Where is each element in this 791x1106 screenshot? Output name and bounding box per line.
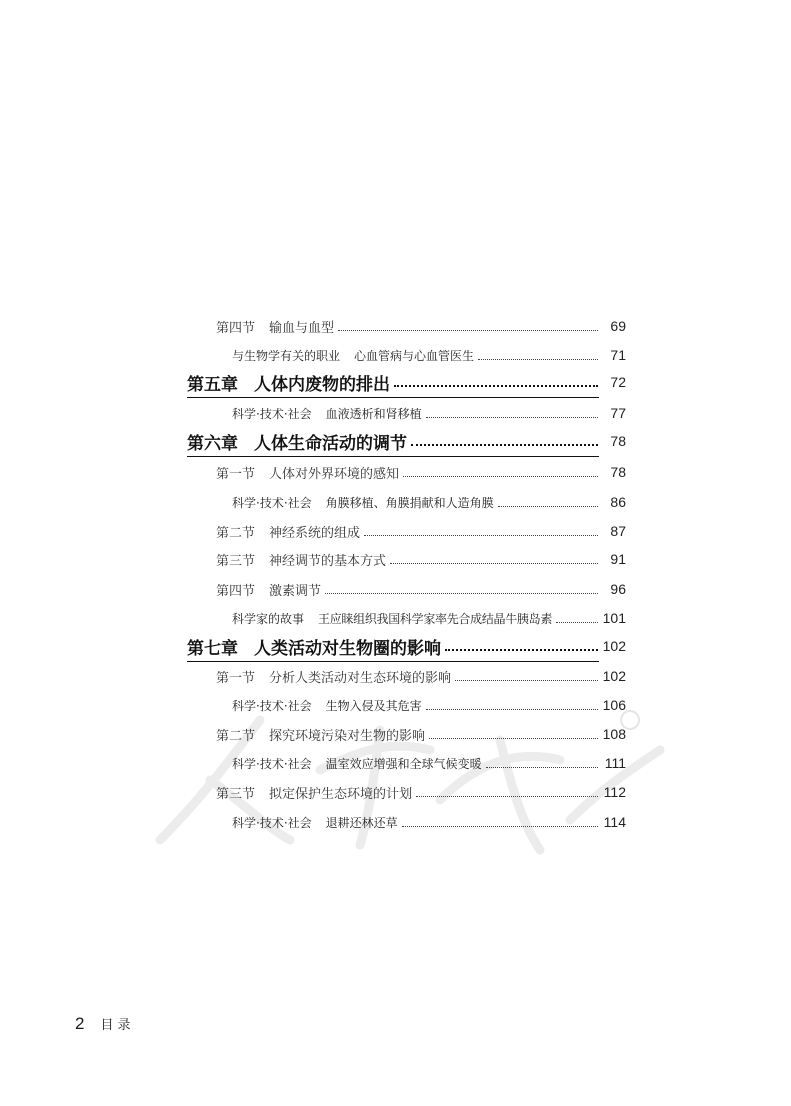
entry-number: 第四节	[216, 583, 256, 599]
dot-leader	[498, 506, 598, 507]
toc-entry[interactable]	[216, 721, 626, 747]
dot-leader	[411, 444, 598, 446]
page-number: 91	[610, 551, 626, 567]
page-number: 77	[610, 405, 626, 421]
page-number: 108	[602, 726, 626, 742]
dot-leader	[402, 826, 598, 827]
chapter-title: 人类活动对生物圈的影响	[254, 638, 441, 659]
page-number: 114	[603, 814, 626, 830]
entry-number: 科学·技术·社会	[232, 406, 312, 421]
entry-title: 心血管病与心血管医生	[354, 348, 475, 363]
page-number: 102	[602, 638, 626, 654]
page-number: 112	[603, 784, 626, 800]
dot-leader	[403, 476, 598, 477]
entry-title: 王应睐组织我国科学家率先合成结晶牛胰岛素	[318, 611, 553, 626]
toc-entry[interactable]	[216, 313, 626, 339]
entry-number: 第三节	[216, 553, 256, 569]
toc-entry[interactable]	[232, 692, 626, 718]
dot-leader	[390, 563, 598, 564]
chapter-number: 第六章	[187, 433, 238, 454]
toc-entry[interactable]	[216, 459, 626, 485]
toc-entry[interactable]	[216, 576, 626, 602]
dot-leader	[556, 622, 598, 623]
chapter-rule	[187, 456, 599, 457]
dot-leader	[325, 593, 598, 594]
page-number: 72	[610, 374, 626, 390]
toc-chapter-entry[interactable]	[187, 428, 626, 454]
entry-number: 第一节	[216, 466, 256, 482]
toc-entry[interactable]	[232, 809, 626, 835]
page-footer	[75, 1014, 134, 1034]
entry-number: 第二节	[216, 728, 256, 744]
entry-title: 分析人类活动对生态环境的影响	[269, 670, 452, 686]
entry-title: 神经调节的基本方式	[269, 553, 387, 569]
dot-leader	[364, 535, 598, 536]
entry-title: 神经系统的组成	[269, 525, 361, 541]
dot-leader	[455, 680, 598, 681]
toc-entry[interactable]	[216, 518, 626, 544]
toc-entry[interactable]	[232, 342, 626, 368]
toc-entry[interactable]	[216, 546, 626, 572]
dot-leader	[445, 649, 598, 651]
chapter-title: 人体内废物的排出	[254, 374, 390, 395]
dot-leader	[426, 417, 598, 418]
page-number: 102	[602, 668, 626, 684]
entry-title: 人体对外界环境的感知	[269, 466, 400, 482]
toc-entry[interactable]	[232, 750, 626, 776]
chapter-number: 第七章	[187, 638, 238, 659]
footer-title: 目录	[100, 1018, 135, 1033]
dot-leader	[429, 738, 598, 739]
entry-number: 科学·技术·社会	[232, 756, 312, 771]
toc-entry[interactable]	[232, 489, 626, 515]
entry-title: 生物入侵及其危害	[325, 698, 422, 713]
chapter-rule	[187, 661, 599, 662]
page-number: 111	[604, 755, 626, 771]
entry-number: 科学·技术·社会	[232, 495, 312, 510]
toc-chapter-entry[interactable]	[187, 369, 626, 395]
toc-entry[interactable]	[232, 605, 626, 631]
page-number: 96	[610, 581, 626, 597]
entry-title: 激素调节	[269, 583, 322, 599]
page-number: 106	[602, 697, 626, 713]
entry-number: 第三节	[216, 786, 256, 802]
page-number: 71	[610, 347, 626, 363]
entry-title: 角膜移植、角膜捐献和人造角膜	[325, 495, 494, 510]
entry-title: 拟定保护生态环境的计划	[269, 786, 413, 802]
entry-title: 输血与血型	[269, 320, 335, 336]
page-number: 101	[602, 610, 626, 626]
page-number: 87	[610, 523, 626, 539]
dot-leader	[338, 330, 598, 331]
entry-number: 与生物学有关的职业	[232, 348, 341, 363]
entry-number: 第四节	[216, 320, 256, 336]
chapter-rule	[187, 397, 599, 398]
page-number: 78	[610, 433, 626, 449]
entry-number: 第一节	[216, 670, 256, 686]
toc-entry[interactable]	[216, 779, 626, 805]
dot-leader	[426, 709, 598, 710]
chapter-number: 第五章	[187, 374, 238, 395]
page-number: 69	[610, 318, 626, 334]
entry-number: 第二节	[216, 525, 256, 541]
entry-number: 科学家的故事	[232, 611, 305, 626]
entry-title: 血液透析和肾移植	[325, 406, 422, 421]
dot-leader	[478, 359, 598, 360]
chapter-title: 人体生命活动的调节	[254, 433, 407, 454]
entry-number: 科学·技术·社会	[232, 698, 312, 713]
page-number: 86	[610, 494, 626, 510]
entry-number: 科学·技术·社会	[232, 815, 312, 830]
toc-entry[interactable]	[216, 663, 626, 689]
entry-title: 探究环境污染对生物的影响	[269, 728, 426, 744]
toc-entry[interactable]	[232, 400, 626, 426]
dot-leader	[394, 385, 598, 387]
page-number: 78	[610, 464, 626, 480]
toc-chapter-entry[interactable]	[187, 633, 626, 659]
entry-title: 温室效应增强和全球气候变暖	[325, 756, 482, 771]
entry-title: 退耕还林还草	[325, 815, 398, 830]
dot-leader	[416, 796, 598, 797]
footer-page-number: 2	[75, 1014, 85, 1033]
dot-leader	[486, 767, 598, 768]
